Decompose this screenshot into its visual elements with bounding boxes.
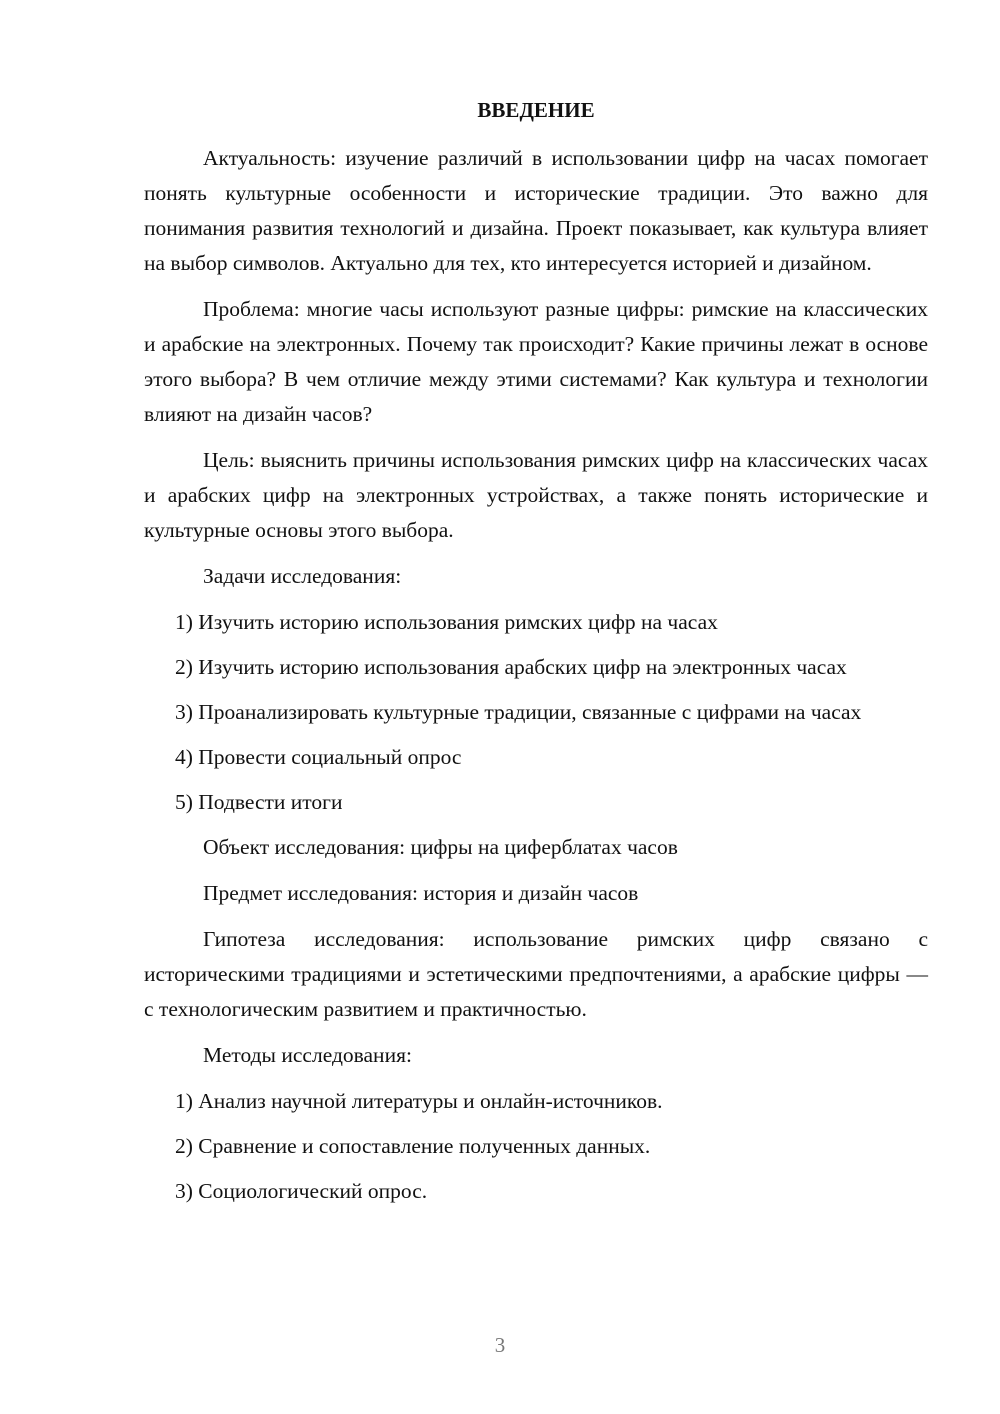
method-item: 3) Социологический опрос.: [175, 1179, 428, 1203]
task-item: 4) Провести социальный опрос: [175, 745, 462, 769]
hypothesis-paragraph: Гипотеза исследования: использование римских цифр связано с историческими традициями и эстетическими предпочтениями, а арабские цифры — с технологическим развитием и практичностью.: [144, 927, 928, 1021]
task-item: 5) Подвести итоги: [175, 790, 343, 814]
methods-heading: Методы исследования:: [203, 1043, 412, 1067]
object-paragraph: Объект исследования: цифры на циферблатах часов: [203, 835, 678, 859]
page-number: 3: [494, 1333, 506, 1357]
subject-paragraph: Предмет исследования: история и дизайн часов: [203, 881, 639, 905]
goal-paragraph: Цель: выяснить причины использования римских цифр на классических часах и арабских цифр на электронных устройствах, а также понять исторические и культурные основы этого выбора.: [144, 448, 928, 542]
document-page: [144, 94, 928, 1219]
task-item: 1) Изучить историю использования римских цифр на часах: [175, 610, 718, 634]
page-title: ВВЕДЕНИЕ: [477, 98, 595, 122]
problem-paragraph: Проблема: многие часы используют разные цифры: римские на классических и арабские на электронных. Почему так происходит? Какие причины лежат в основе этого выбора? В чем отличие между этими системами? Как культура и технологии влияют на дизайн часов?: [144, 297, 928, 426]
tasks-heading: Задачи исследования:: [203, 564, 402, 588]
task-item: 3) Проанализировать культурные традиции, связанные с цифрами на часах: [175, 700, 862, 724]
method-item: 2) Сравнение и сопоставление полученных данных.: [175, 1134, 651, 1158]
task-item: 2) Изучить историю использования арабских цифр на электронных часах: [175, 655, 847, 679]
method-item: 1) Анализ научной литературы и онлайн-источников.: [175, 1089, 663, 1113]
relevance-paragraph: Актуальность: изучение различий в использовании цифр на часах помогает понять культурные особенности и исторические традиции. Это важно для понимания развития технологий и дизайна. Проект показывает, как культура влияет на выбор символов. Актуально для тех, кто интересуется историей и дизайном.: [144, 146, 928, 275]
